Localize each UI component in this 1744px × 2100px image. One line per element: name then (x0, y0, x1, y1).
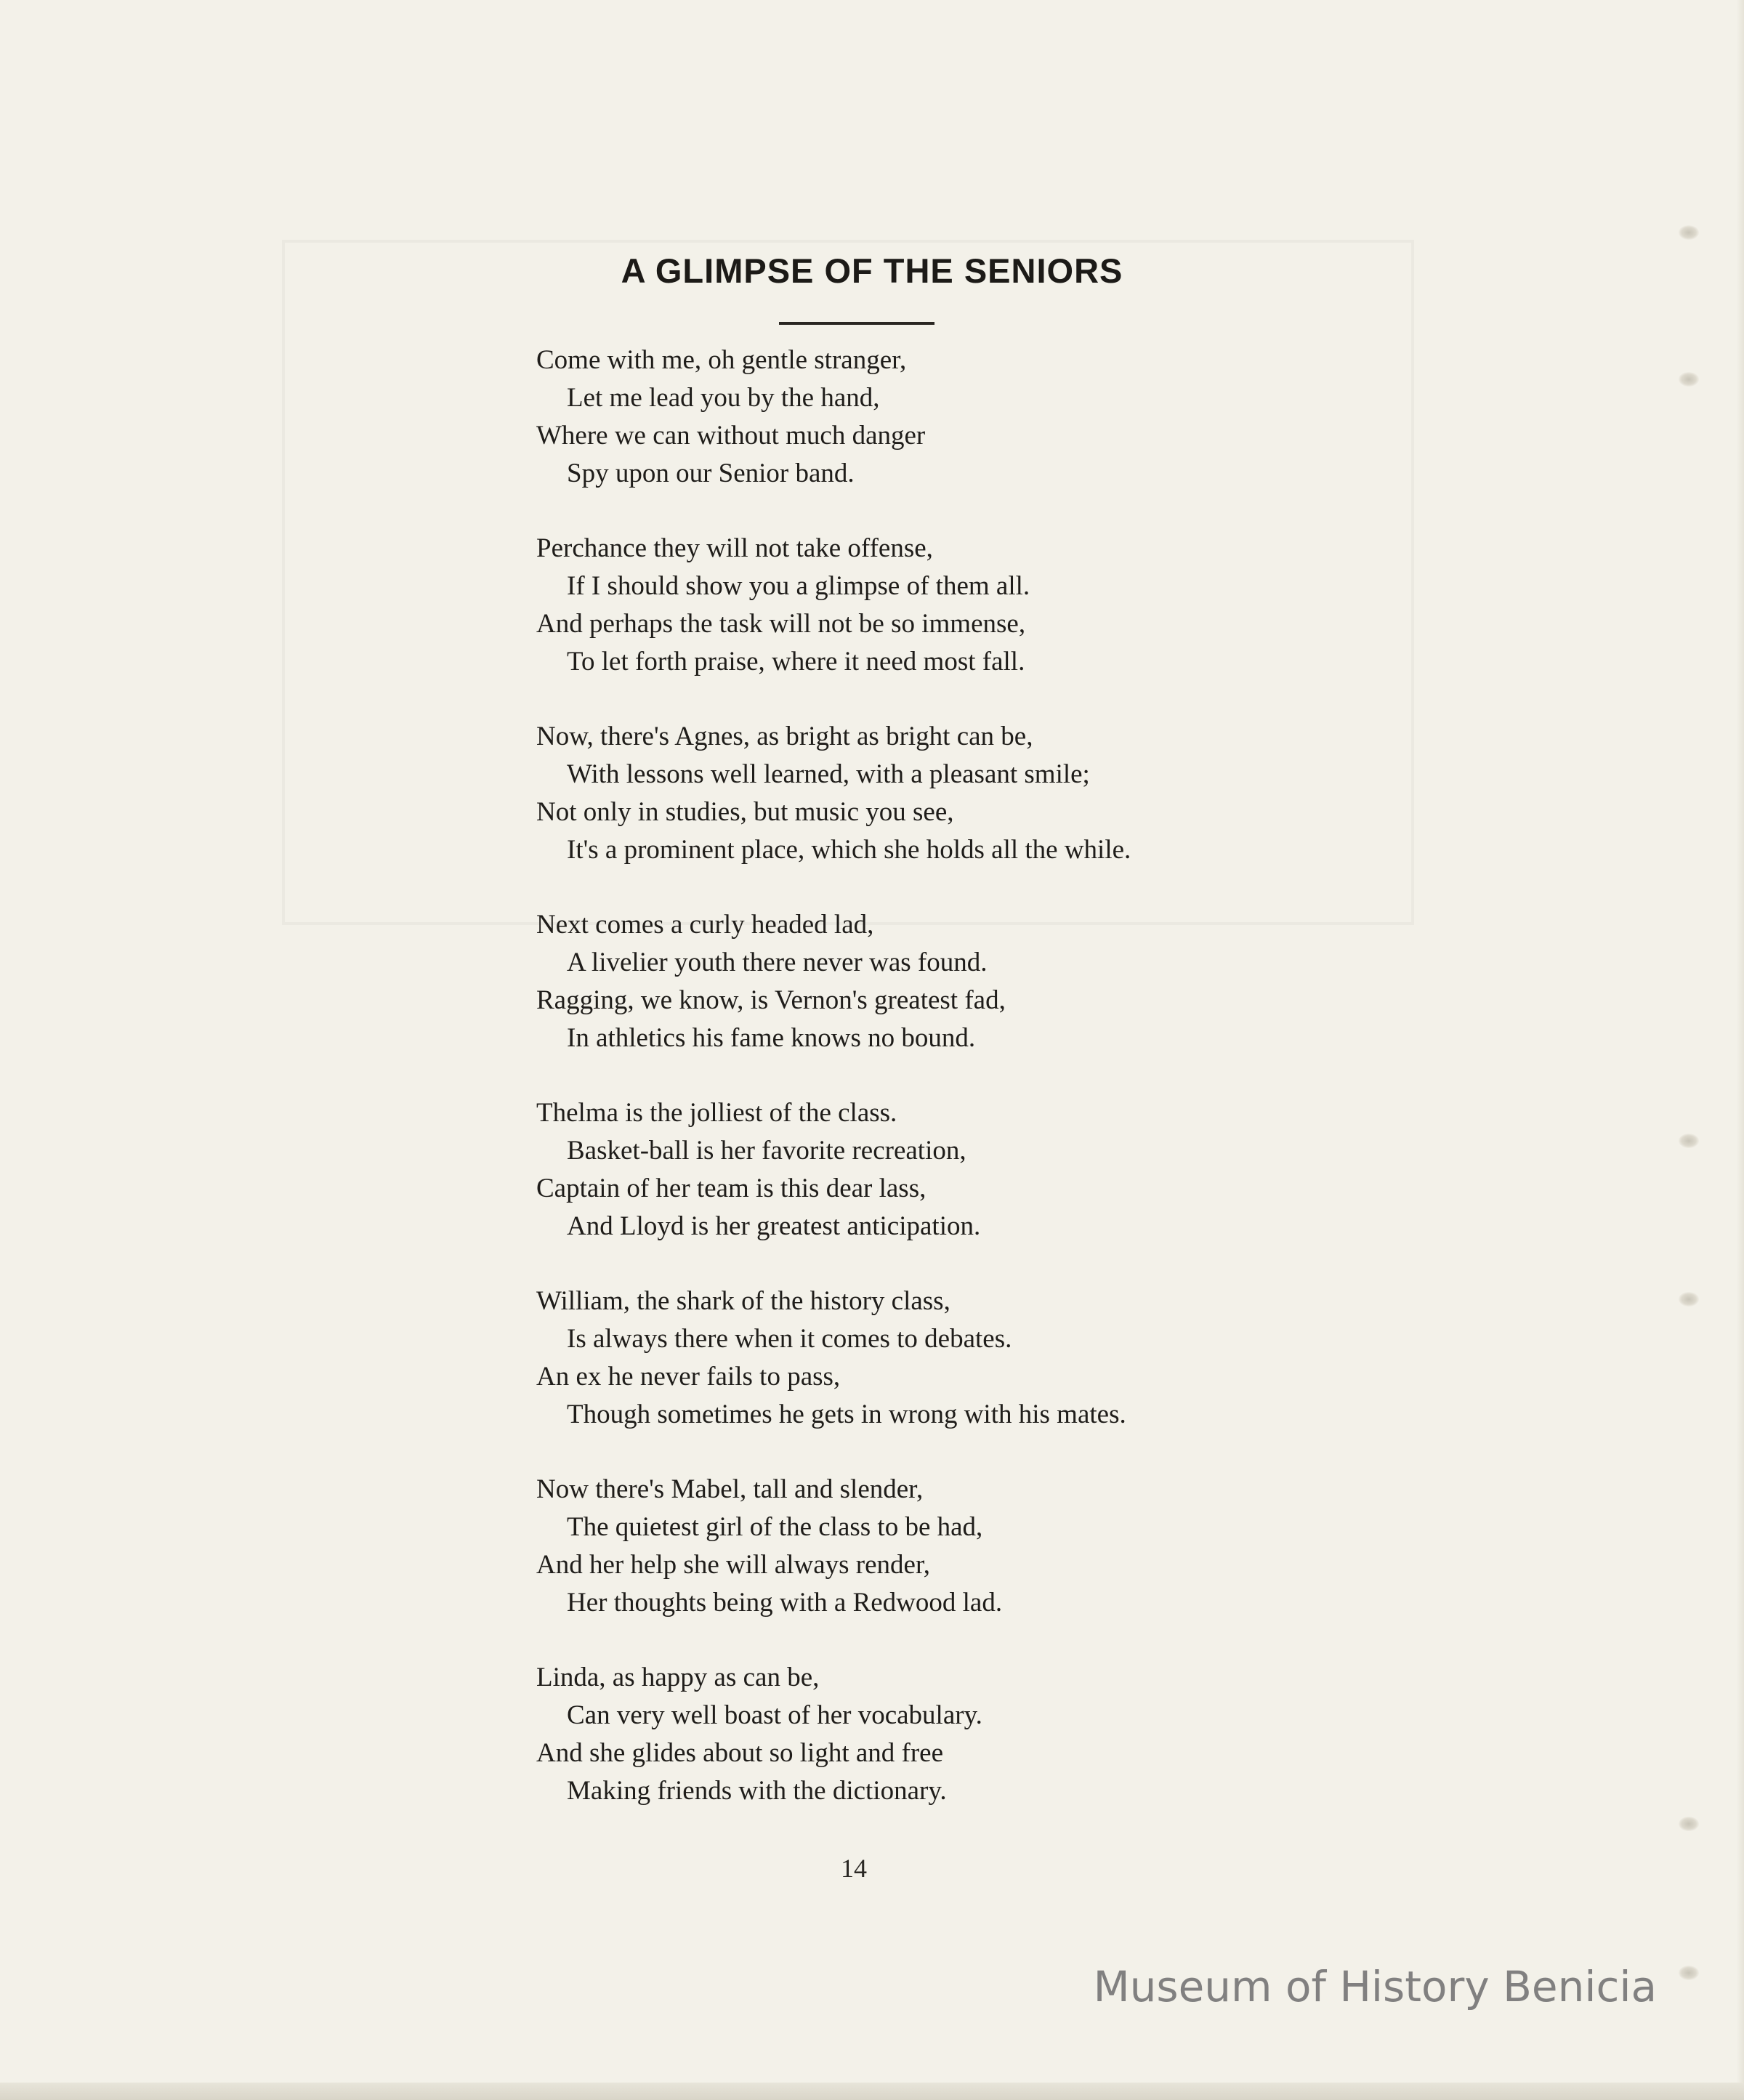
binding-hole (1679, 1292, 1699, 1307)
stanza (536, 906, 1481, 1057)
poem-line: Next comes a curly headed lad, (536, 910, 874, 940)
poem-line: Not only in studies, but music you see, (536, 797, 954, 827)
page-number: 14 (841, 1854, 867, 1883)
poem-line: If I should show you a glimpse of them all. (567, 571, 1030, 601)
poem-line: In athletics his fame knows no bound. (567, 1023, 976, 1053)
watermark-text: Museum of History Benicia (1093, 1962, 1657, 2011)
poem-line: It's a prominent place, which she holds all the while. (567, 835, 1131, 865)
stanza (536, 1283, 1481, 1434)
stanza (536, 1094, 1481, 1245)
poem-line: Let me lead you by the hand, (567, 383, 880, 413)
stanza (536, 1471, 1481, 1622)
binding-hole (1679, 1134, 1699, 1148)
poem-line: A livelier youth there never was found. (567, 948, 988, 977)
poem-line: Perchance they will not take offense, (536, 533, 933, 563)
poem-line: Thelma is the jolliest of the class. (536, 1098, 897, 1128)
poem-line: Where we can without much danger (536, 421, 926, 451)
binding-hole (1679, 1966, 1699, 1980)
page-edge (1737, 0, 1744, 2100)
poem-line: Basket-ball is her favorite recreation, (567, 1136, 966, 1166)
poem-line: Come with me, oh gentle stranger, (536, 345, 907, 375)
poem-line: Her thoughts being with a Redwood lad. (567, 1588, 1003, 1618)
binding-hole (1679, 372, 1699, 387)
poem-line: To let forth praise, where it need most fall. (567, 647, 1025, 677)
poem-line: Can very well boast of her vocabulary. (567, 1700, 982, 1730)
poem-line: Making friends with the dictionary. (567, 1776, 947, 1806)
poem-line: And she glides about so light and free (536, 1738, 944, 1768)
binding-hole (1679, 225, 1699, 240)
poem-body (536, 342, 1481, 1847)
poem-line: And her help she will always render, (536, 1550, 931, 1580)
poem-line: An ex he never fails to pass, (536, 1362, 841, 1392)
poem-line: William, the shark of the history class, (536, 1286, 950, 1316)
poem-line: The quietest girl of the class to be had, (567, 1512, 983, 1542)
stanza (536, 530, 1481, 681)
page-bottom-edge (0, 2083, 1744, 2100)
stanza (536, 718, 1481, 869)
stanza (536, 1659, 1481, 1810)
poem-line: Now there's Mabel, tall and slender, (536, 1474, 924, 1504)
poem-line: Is always there when it comes to debates. (567, 1324, 1012, 1354)
binding-hole (1679, 1817, 1699, 1831)
poem-line: Though sometimes he gets in wrong with his mates. (567, 1400, 1126, 1429)
poem-line: Linda, as happy as can be, (536, 1663, 820, 1692)
poem-line: Spy upon our Senior band. (567, 459, 855, 488)
stanza (536, 342, 1481, 493)
page-title: A GLIMPSE OF THE SENIORS (621, 251, 1123, 290)
poem-line: Ragging, we know, is Vernon's greatest fad, (536, 985, 1006, 1015)
poem-line: With lessons well learned, with a pleasant smile; (567, 759, 1090, 789)
title-divider (779, 322, 934, 325)
poem-line: Now, there's Agnes, as bright as bright can be, (536, 722, 1033, 751)
poem-line: Captain of her team is this dear lass, (536, 1174, 926, 1203)
poem-line: And Lloyd is her greatest anticipation. (567, 1211, 981, 1241)
poem-line: And perhaps the task will not be so immense, (536, 609, 1026, 639)
